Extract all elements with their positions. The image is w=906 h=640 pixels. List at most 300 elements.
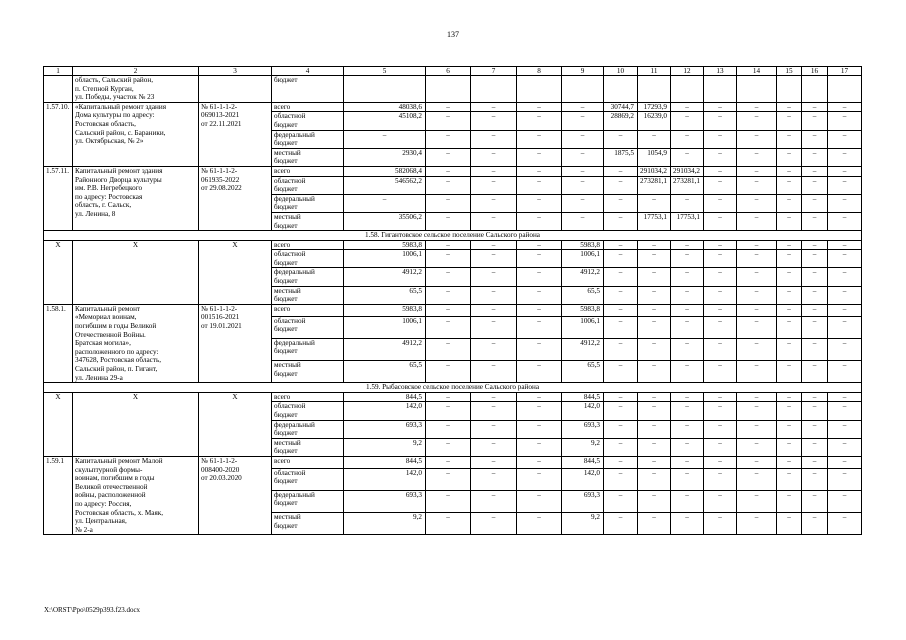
value-cell: 65,5 bbox=[344, 286, 426, 304]
value-cell: – bbox=[737, 402, 777, 420]
value-cell: 142,0 bbox=[344, 402, 426, 420]
value-cell: – bbox=[777, 148, 802, 166]
value-cell: 4912,2 bbox=[344, 268, 426, 286]
item-document: Х bbox=[199, 240, 272, 304]
value-cell: 48038,6 bbox=[344, 102, 426, 112]
value-cell: – bbox=[471, 438, 517, 456]
value-cell: – bbox=[562, 102, 604, 112]
value-cell: 291034,2 bbox=[638, 166, 671, 176]
value-cell: – bbox=[638, 240, 671, 250]
value-cell: – bbox=[777, 316, 802, 338]
value-cell: – bbox=[828, 194, 862, 212]
value-cell: – bbox=[802, 438, 828, 456]
value-cell: – bbox=[704, 102, 737, 112]
value-cell: – bbox=[828, 176, 862, 194]
value-cell: – bbox=[737, 316, 777, 338]
value-cell: – bbox=[777, 130, 802, 148]
value-cell: – bbox=[638, 468, 671, 490]
value-cell: – bbox=[517, 304, 562, 316]
value-cell: 5983,8 bbox=[562, 304, 604, 316]
value-cell: 5983,8 bbox=[344, 304, 426, 316]
value-cell: – bbox=[517, 240, 562, 250]
value-cell: – bbox=[426, 438, 471, 456]
value-cell: – bbox=[777, 304, 802, 316]
value-cell: – bbox=[828, 112, 862, 130]
value-cell: – bbox=[426, 212, 471, 230]
budget-source: местный бюджет bbox=[272, 286, 344, 304]
value-cell: – bbox=[604, 166, 638, 176]
value-cell: – bbox=[704, 212, 737, 230]
value-cell: – bbox=[737, 338, 777, 360]
value-cell: 16239,0 bbox=[638, 112, 671, 130]
value-cell: – bbox=[517, 468, 562, 490]
column-header: 11 bbox=[638, 67, 671, 76]
value-cell: – bbox=[828, 360, 862, 382]
value-cell: – bbox=[802, 130, 828, 148]
value-cell: 35506,2 bbox=[344, 212, 426, 230]
budget-source: федеральный бюджет bbox=[272, 490, 344, 512]
value-cell: 1006,1 bbox=[562, 250, 604, 268]
value-cell: – bbox=[704, 456, 737, 468]
value-cell: – bbox=[517, 102, 562, 112]
value-cell: – bbox=[777, 166, 802, 176]
value-cell: – bbox=[562, 148, 604, 166]
item-document: № 61-1-1-2- 001516-2021 от 19.01.2021 bbox=[199, 304, 272, 382]
value-cell: – bbox=[737, 112, 777, 130]
item-code: 1.57.11. bbox=[44, 166, 73, 230]
value-cell: – bbox=[562, 194, 604, 212]
section-row bbox=[44, 383, 862, 393]
value-cell: – bbox=[471, 338, 517, 360]
value-cell: – bbox=[604, 130, 638, 148]
value-cell: – bbox=[517, 456, 562, 468]
value-cell: – bbox=[471, 456, 517, 468]
value-cell: – bbox=[704, 112, 737, 130]
value-cell: – bbox=[671, 194, 704, 212]
column-header: 14 bbox=[737, 67, 777, 76]
value-cell: – bbox=[737, 468, 777, 490]
value-cell: – bbox=[802, 268, 828, 286]
value-cell: 9,2 bbox=[562, 438, 604, 456]
value-cell: – bbox=[426, 250, 471, 268]
value-cell bbox=[671, 76, 704, 103]
value-cell: – bbox=[802, 338, 828, 360]
value-cell bbox=[638, 76, 671, 103]
value-cell: – bbox=[517, 392, 562, 402]
value-cell: 45108,2 bbox=[344, 112, 426, 130]
value-cell: – bbox=[802, 360, 828, 382]
section-row bbox=[44, 231, 862, 241]
value-cell: 4912,2 bbox=[562, 268, 604, 286]
value-cell: – bbox=[802, 250, 828, 268]
value-cell: – bbox=[517, 316, 562, 338]
footer-file-path: X:\ORST\Ppo\0529p393.f23.docx bbox=[44, 606, 141, 614]
item-name: «Капитальный ремонт здания Дома культуры по адресу: Ростовская область, Сальский район, с. Бараники, ул. Октябрьская, № 2» bbox=[73, 102, 199, 166]
value-cell: – bbox=[562, 176, 604, 194]
value-cell: 28869,2 bbox=[604, 112, 638, 130]
value-cell: – bbox=[604, 338, 638, 360]
value-cell: – bbox=[671, 148, 704, 166]
budget-source: федеральный бюджет bbox=[272, 130, 344, 148]
value-cell: 142,0 bbox=[562, 402, 604, 420]
table-row bbox=[44, 392, 862, 402]
value-cell: 844,5 bbox=[344, 456, 426, 468]
value-cell: – bbox=[828, 338, 862, 360]
value-cell: – bbox=[671, 316, 704, 338]
budget-source: бюджет bbox=[272, 76, 344, 103]
value-cell: – bbox=[426, 112, 471, 130]
value-cell: – bbox=[604, 268, 638, 286]
value-cell: – bbox=[777, 102, 802, 112]
value-cell: – bbox=[704, 166, 737, 176]
value-cell: – bbox=[671, 338, 704, 360]
value-cell: – bbox=[471, 176, 517, 194]
value-cell: – bbox=[802, 166, 828, 176]
value-cell: 30744,7 bbox=[604, 102, 638, 112]
value-cell: – bbox=[828, 490, 862, 512]
value-cell: – bbox=[802, 456, 828, 468]
value-cell: – bbox=[704, 438, 737, 456]
value-cell: – bbox=[704, 392, 737, 402]
value-cell: – bbox=[604, 468, 638, 490]
value-cell: – bbox=[344, 130, 426, 148]
value-cell: – bbox=[828, 456, 862, 468]
item-name: область, Сальский район, п. Степной Курган, ул. Победы, участок № 23 bbox=[73, 76, 199, 103]
value-cell: – bbox=[471, 316, 517, 338]
value-cell: 65,5 bbox=[562, 286, 604, 304]
value-cell: – bbox=[737, 268, 777, 286]
value-cell: – bbox=[704, 402, 737, 420]
value-cell: – bbox=[704, 194, 737, 212]
value-cell: – bbox=[638, 194, 671, 212]
value-cell: – bbox=[604, 212, 638, 230]
column-header: 7 bbox=[471, 67, 517, 76]
value-cell: 2930,4 bbox=[344, 148, 426, 166]
value-cell: – bbox=[704, 286, 737, 304]
budget-source: федеральный бюджет bbox=[272, 420, 344, 438]
value-cell bbox=[777, 76, 802, 103]
value-cell: – bbox=[802, 316, 828, 338]
value-cell: – bbox=[828, 250, 862, 268]
value-cell: – bbox=[471, 402, 517, 420]
value-cell: – bbox=[671, 438, 704, 456]
value-cell: – bbox=[777, 360, 802, 382]
value-cell: – bbox=[671, 360, 704, 382]
value-cell bbox=[562, 76, 604, 103]
value-cell: – bbox=[638, 402, 671, 420]
value-cell: – bbox=[777, 456, 802, 468]
value-cell: 291034,2 bbox=[671, 166, 704, 176]
value-cell: – bbox=[777, 392, 802, 402]
item-name: Х bbox=[73, 240, 199, 304]
value-cell: – bbox=[802, 490, 828, 512]
value-cell: – bbox=[828, 268, 862, 286]
budget-source: федеральный бюджет bbox=[272, 194, 344, 212]
value-cell: – bbox=[671, 250, 704, 268]
value-cell: – bbox=[737, 513, 777, 535]
value-cell: – bbox=[802, 420, 828, 438]
value-cell: – bbox=[671, 402, 704, 420]
value-cell: 1006,1 bbox=[344, 316, 426, 338]
value-cell: 1054,9 bbox=[638, 148, 671, 166]
value-cell: – bbox=[604, 176, 638, 194]
value-cell: – bbox=[562, 130, 604, 148]
budget-source: областной бюджет bbox=[272, 250, 344, 268]
value-cell: – bbox=[828, 513, 862, 535]
table-row bbox=[44, 166, 862, 176]
value-cell: – bbox=[426, 268, 471, 286]
value-cell: – bbox=[604, 304, 638, 316]
value-cell: – bbox=[704, 304, 737, 316]
value-cell: – bbox=[471, 240, 517, 250]
budget-source: местный бюджет bbox=[272, 212, 344, 230]
item-code: Х bbox=[44, 392, 73, 456]
header-row bbox=[44, 67, 862, 76]
value-cell: – bbox=[671, 513, 704, 535]
value-cell: – bbox=[471, 212, 517, 230]
value-cell: – bbox=[638, 130, 671, 148]
value-cell: – bbox=[638, 513, 671, 535]
value-cell: – bbox=[638, 338, 671, 360]
budget-source: всего bbox=[272, 102, 344, 112]
value-cell: – bbox=[704, 176, 737, 194]
column-header: 4 bbox=[272, 67, 344, 76]
value-cell: – bbox=[471, 250, 517, 268]
value-cell: – bbox=[737, 212, 777, 230]
value-cell: – bbox=[638, 392, 671, 402]
value-cell: – bbox=[604, 456, 638, 468]
value-cell: – bbox=[737, 130, 777, 148]
value-cell: – bbox=[426, 166, 471, 176]
value-cell: – bbox=[671, 304, 704, 316]
budget-source: областной бюджет bbox=[272, 468, 344, 490]
value-cell bbox=[802, 76, 828, 103]
column-header: 12 bbox=[671, 67, 704, 76]
value-cell: – bbox=[562, 212, 604, 230]
value-cell: – bbox=[704, 240, 737, 250]
value-cell bbox=[517, 76, 562, 103]
value-cell: 582068,4 bbox=[344, 166, 426, 176]
value-cell: – bbox=[562, 112, 604, 130]
value-cell: – bbox=[671, 286, 704, 304]
value-cell: – bbox=[777, 513, 802, 535]
value-cell: – bbox=[517, 286, 562, 304]
item-name: Х bbox=[73, 392, 199, 456]
value-cell bbox=[344, 76, 426, 103]
value-cell: – bbox=[802, 102, 828, 112]
budget-source: всего bbox=[272, 304, 344, 316]
item-document: № 61-1-1-2- 061935-2022 от 29.08.2022 bbox=[199, 166, 272, 230]
value-cell: – bbox=[802, 513, 828, 535]
value-cell: – bbox=[638, 316, 671, 338]
value-cell: – bbox=[517, 420, 562, 438]
value-cell: – bbox=[671, 456, 704, 468]
value-cell: – bbox=[802, 392, 828, 402]
item-code: 1.58.1. bbox=[44, 304, 73, 382]
table-row bbox=[44, 76, 862, 103]
section-title: 1.59. Рыбасовское сельское поселение Сальского района bbox=[44, 383, 862, 393]
value-cell: – bbox=[828, 402, 862, 420]
value-cell: – bbox=[471, 148, 517, 166]
item-document: № 61-1-1-2- 069013-2021 от 22.11.2021 bbox=[199, 102, 272, 166]
value-cell: 693,3 bbox=[344, 420, 426, 438]
budget-source: всего bbox=[272, 240, 344, 250]
value-cell: – bbox=[777, 194, 802, 212]
value-cell: – bbox=[517, 438, 562, 456]
value-cell: – bbox=[604, 402, 638, 420]
value-cell: – bbox=[671, 240, 704, 250]
value-cell: 65,5 bbox=[344, 360, 426, 382]
value-cell: – bbox=[517, 490, 562, 512]
value-cell: – bbox=[704, 316, 737, 338]
value-cell: – bbox=[426, 304, 471, 316]
budget-source: всего bbox=[272, 392, 344, 402]
value-cell: – bbox=[471, 304, 517, 316]
value-cell: – bbox=[671, 468, 704, 490]
value-cell: – bbox=[517, 250, 562, 268]
section-title: 1.58. Гигантовское сельское поселение Сальского района bbox=[44, 231, 862, 241]
value-cell: – bbox=[426, 194, 471, 212]
value-cell: – bbox=[471, 194, 517, 212]
value-cell: – bbox=[471, 513, 517, 535]
value-cell: 693,3 bbox=[344, 490, 426, 512]
value-cell: – bbox=[828, 316, 862, 338]
value-cell: – bbox=[704, 148, 737, 166]
value-cell: 4912,2 bbox=[344, 338, 426, 360]
table-row bbox=[44, 456, 862, 468]
value-cell: 693,3 bbox=[562, 420, 604, 438]
value-cell: 693,3 bbox=[562, 490, 604, 512]
column-header: 5 bbox=[344, 67, 426, 76]
value-cell: – bbox=[426, 148, 471, 166]
value-cell: – bbox=[828, 130, 862, 148]
value-cell: – bbox=[737, 240, 777, 250]
value-cell: – bbox=[828, 148, 862, 166]
budget-source: местный бюджет bbox=[272, 148, 344, 166]
value-cell: 1875,5 bbox=[604, 148, 638, 166]
value-cell: – bbox=[704, 420, 737, 438]
value-cell: – bbox=[828, 166, 862, 176]
item-name: Капитальный ремонт Малой скульптурной формы- воинам, погибшим в годы Великой отечественной войны, расположенной по адресу: Россия, Ростовская область, х. Маяк, ул. Центральная, № 2-а bbox=[73, 456, 199, 534]
value-cell: – bbox=[638, 360, 671, 382]
value-cell: – bbox=[704, 130, 737, 148]
value-cell: – bbox=[604, 392, 638, 402]
value-cell bbox=[604, 76, 638, 103]
budget-source: местный бюджет bbox=[272, 513, 344, 535]
value-cell: – bbox=[604, 513, 638, 535]
value-cell: – bbox=[517, 402, 562, 420]
value-cell: – bbox=[737, 176, 777, 194]
value-cell: – bbox=[426, 338, 471, 360]
value-cell: – bbox=[517, 513, 562, 535]
value-cell: – bbox=[426, 513, 471, 535]
value-cell: – bbox=[604, 194, 638, 212]
value-cell: – bbox=[517, 360, 562, 382]
value-cell: – bbox=[828, 420, 862, 438]
value-cell bbox=[426, 76, 471, 103]
value-cell: 844,5 bbox=[344, 392, 426, 402]
value-cell: – bbox=[777, 176, 802, 194]
value-cell: – bbox=[777, 438, 802, 456]
value-cell: – bbox=[426, 176, 471, 194]
value-cell: – bbox=[426, 316, 471, 338]
value-cell: 9,2 bbox=[344, 513, 426, 535]
value-cell: – bbox=[638, 304, 671, 316]
item-code: 1.57.10. bbox=[44, 102, 73, 166]
value-cell: – bbox=[426, 420, 471, 438]
value-cell: – bbox=[704, 338, 737, 360]
budget-source: местный бюджет bbox=[272, 438, 344, 456]
column-header: 17 bbox=[828, 67, 862, 76]
value-cell: – bbox=[517, 212, 562, 230]
column-header: 3 bbox=[199, 67, 272, 76]
value-cell: – bbox=[802, 286, 828, 304]
value-cell: – bbox=[737, 392, 777, 402]
budget-source: всего bbox=[272, 456, 344, 468]
value-cell: – bbox=[737, 194, 777, 212]
value-cell: 546562,2 bbox=[344, 176, 426, 194]
value-cell: – bbox=[802, 304, 828, 316]
value-cell: – bbox=[828, 102, 862, 112]
value-cell: – bbox=[638, 490, 671, 512]
value-cell: – bbox=[426, 240, 471, 250]
value-cell: – bbox=[426, 468, 471, 490]
value-cell: – bbox=[471, 112, 517, 130]
value-cell: – bbox=[737, 360, 777, 382]
value-cell: – bbox=[604, 250, 638, 268]
value-cell: – bbox=[828, 240, 862, 250]
value-cell: – bbox=[777, 250, 802, 268]
value-cell: 142,0 bbox=[562, 468, 604, 490]
value-cell bbox=[828, 76, 862, 103]
value-cell: – bbox=[802, 176, 828, 194]
value-cell: – bbox=[737, 148, 777, 166]
value-cell bbox=[737, 76, 777, 103]
table-row bbox=[44, 102, 862, 112]
value-cell: 17753,1 bbox=[671, 212, 704, 230]
value-cell: – bbox=[426, 360, 471, 382]
value-cell: 273281,1 bbox=[671, 176, 704, 194]
value-cell: – bbox=[426, 392, 471, 402]
value-cell: – bbox=[802, 112, 828, 130]
budget-source: местный бюджет bbox=[272, 360, 344, 382]
column-header: 13 bbox=[704, 67, 737, 76]
value-cell: 142,0 bbox=[344, 468, 426, 490]
item-code bbox=[44, 76, 73, 103]
value-cell: 9,2 bbox=[562, 513, 604, 535]
value-cell: – bbox=[471, 286, 517, 304]
value-cell: – bbox=[828, 468, 862, 490]
value-cell: – bbox=[517, 166, 562, 176]
value-cell: – bbox=[737, 420, 777, 438]
item-code: 1.59.1 bbox=[44, 456, 73, 534]
value-cell: – bbox=[517, 338, 562, 360]
value-cell: – bbox=[802, 468, 828, 490]
column-header: 16 bbox=[802, 67, 828, 76]
column-header: 15 bbox=[777, 67, 802, 76]
value-cell: – bbox=[737, 286, 777, 304]
value-cell: – bbox=[638, 250, 671, 268]
value-cell: – bbox=[604, 360, 638, 382]
value-cell: 844,5 bbox=[562, 456, 604, 468]
table-row bbox=[44, 240, 862, 250]
value-cell: – bbox=[737, 490, 777, 512]
budget-source: федеральный бюджет bbox=[272, 338, 344, 360]
value-cell bbox=[704, 76, 737, 103]
value-cell: – bbox=[517, 176, 562, 194]
item-name: Капитальный ремонт здания Районного Дворца культуры им. Р.В. Негребецкого по адресу: Ростовская область, г. Сальск, ул. Ленина, 8 bbox=[73, 166, 199, 230]
value-cell: – bbox=[471, 392, 517, 402]
